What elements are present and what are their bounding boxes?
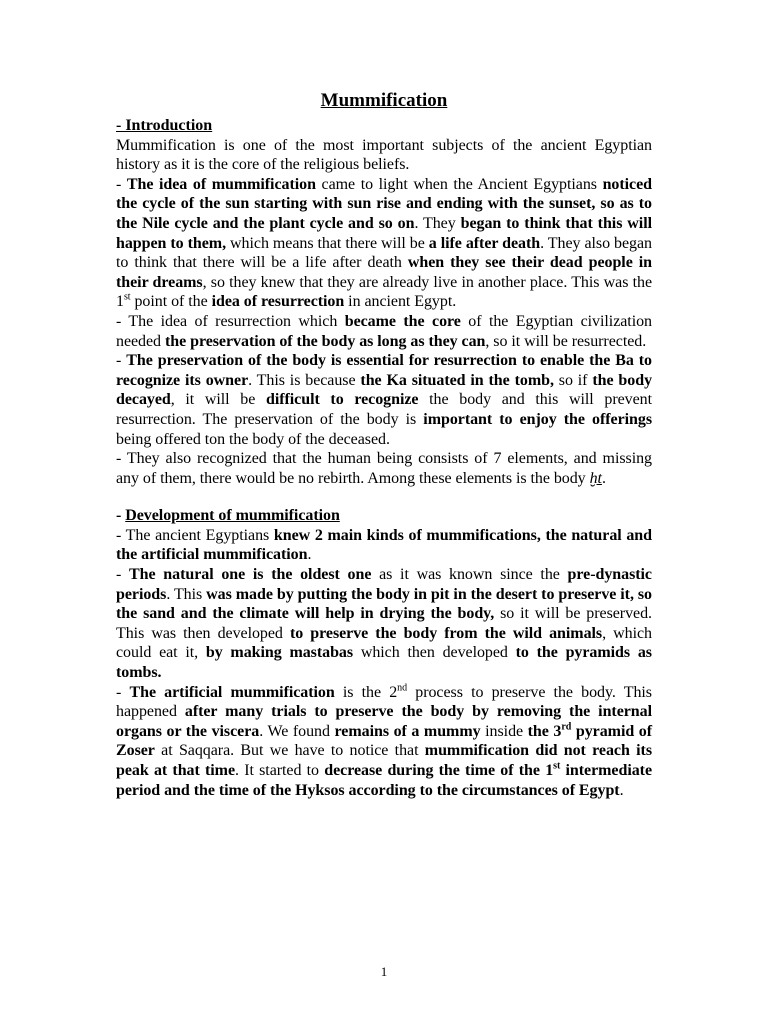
- text-run: .: [307, 546, 312, 564]
- bold-text: became the core: [344, 312, 461, 330]
- text-run: -: [116, 683, 130, 701]
- text-run: nd: [397, 682, 408, 694]
- text-run: came to light when the Ancient Egyptians: [315, 175, 603, 193]
- text-run: , which could eat it,: [116, 624, 652, 662]
- bold-text: the body decayed: [116, 371, 653, 409]
- text-run: st: [123, 292, 131, 304]
- intro-paragraph-5-text: - They also recognized that the human being consists of 7 elements, and missing any of them, there would be no rebirth. Among these elements is the body: [116, 450, 652, 487]
- bold-text: after many trials to preserve the body by removing the internal organs or the viscera: [116, 703, 652, 740]
- development-paragraph-1: [116, 526, 652, 565]
- text-run: of the Egyptian civilization needed: [116, 312, 652, 350]
- development-heading: Development of mummification: [125, 507, 340, 525]
- section-gap: [116, 488, 652, 506]
- text-run: . It started to: [235, 762, 325, 779]
- bold-text: pyramid of Zoser: [116, 722, 652, 760]
- intro-paragraph-5-end: .: [601, 469, 606, 487]
- document-title: Mummification: [320, 90, 448, 111]
- bold-text: difficult to recognize: [265, 391, 419, 409]
- text-run: which then developed: [353, 644, 516, 662]
- intro-paragraph-3: [116, 312, 652, 351]
- bold-text: the preservation of the body as long as they can: [164, 332, 486, 350]
- text-run: which means that there will be: [226, 234, 429, 252]
- bold-text: The idea of mummification: [126, 175, 316, 193]
- development-paragraph-3: [116, 683, 652, 801]
- text-run: - The ancient Egyptians: [116, 526, 274, 544]
- bold-text: remains of a mummy: [334, 722, 481, 740]
- bold-text: to preserve the body from the wild animals: [289, 624, 603, 642]
- text-run: -: [116, 352, 127, 370]
- text-run: point of the: [130, 293, 212, 311]
- text-run: . They also began to think that there will be a life after death: [116, 234, 652, 272]
- bold-text: began to think that this will happen to them,: [116, 214, 652, 252]
- text-run: . This: [166, 585, 207, 603]
- bold-text: a life after death: [428, 234, 541, 252]
- text-run: process to preserve the body. This happened: [116, 683, 652, 721]
- intro-paragraph-4: [116, 351, 652, 449]
- bold-text: The preservation of the body is essential for resurrection to enable the Ba to recognize its owner: [116, 352, 653, 389]
- text-run: -: [116, 175, 127, 193]
- text-run: , so they knew that they are already live in another place. This was the 1: [116, 273, 652, 311]
- text-run: the body and this will prevent resurrection. The preservation of the body is: [116, 391, 652, 428]
- bold-text: to the pyramids as tombs.: [116, 644, 652, 682]
- intro-paragraph-2: [116, 175, 652, 312]
- development-heading-dash: -: [116, 507, 126, 525]
- bold-text: st: [553, 760, 561, 772]
- bold-text: idea of resurrection: [211, 293, 345, 311]
- text-run: so it will be preserved. This was then developed: [116, 605, 652, 642]
- bold-text: when they see their dead people in their dreams: [116, 254, 652, 291]
- bold-text: by making mastabas: [205, 644, 354, 662]
- bold-text: the Ka situated in the tomb,: [360, 371, 554, 389]
- bold-text: knew 2 main kinds of mummifications, the natural and the artificial mummification: [116, 526, 653, 564]
- bold-text: mummification did not reach its peak at that time: [116, 742, 652, 779]
- text-run: , so it will be resurrected.: [485, 332, 647, 350]
- text-run: - The idea of resurrection which: [116, 312, 345, 330]
- intro-paragraph-1: Mummification is one of the most important subjects of the ancient Egyptian history as it is the core of the religious beliefs.: [116, 136, 652, 174]
- text-run: , it will be: [170, 391, 266, 409]
- text-run: as it was known since the: [371, 566, 568, 584]
- development-heading-line: [116, 506, 652, 526]
- text-run: being offered ton the body of the deceased.: [116, 430, 390, 448]
- text-run: inside: [480, 722, 528, 740]
- bold-text: The artificial mummification: [129, 683, 335, 701]
- text-run: is the 2: [334, 683, 398, 701]
- bold-text: important to enjoy the offerings: [423, 410, 652, 428]
- text-run: . This is because: [248, 371, 361, 389]
- introduction-heading: - Introduction: [116, 117, 213, 134]
- bold-text: the 3: [527, 722, 562, 740]
- text-run: . They: [414, 214, 461, 232]
- bold-text: The natural one is the oldest one: [129, 566, 372, 584]
- bold-text: was made by putting the body in pit in the desert to preserve it, so the sand and the climate will help in drying the body,: [116, 585, 652, 623]
- bold-text: intermediate period and the time of the Hyksos according to the circumstances of Egypt: [116, 762, 653, 799]
- text-run: . We found: [259, 722, 335, 740]
- page-number: 1: [380, 964, 388, 979]
- text-run: in ancient Egypt.: [344, 293, 457, 311]
- egyptian-term: ḫt: [589, 469, 602, 487]
- text-run: at Saqqara. But we have to notice that: [154, 742, 425, 760]
- text-run: .: [619, 781, 624, 799]
- bold-text: noticed the cycle of the sun starting with sun rise and ending with the sunset, so as to the Nile cycle and the plant cycle and so on: [116, 175, 652, 232]
- bold-text: pre-dynastic periods: [116, 566, 652, 603]
- intro-paragraph-5: [116, 449, 652, 488]
- development-paragraph-2: [116, 565, 652, 683]
- bold-text: rd: [561, 721, 572, 733]
- text-run: so if: [553, 371, 593, 389]
- bold-text: decrease during the time of the 1: [324, 762, 554, 779]
- text-run: -: [116, 566, 130, 584]
